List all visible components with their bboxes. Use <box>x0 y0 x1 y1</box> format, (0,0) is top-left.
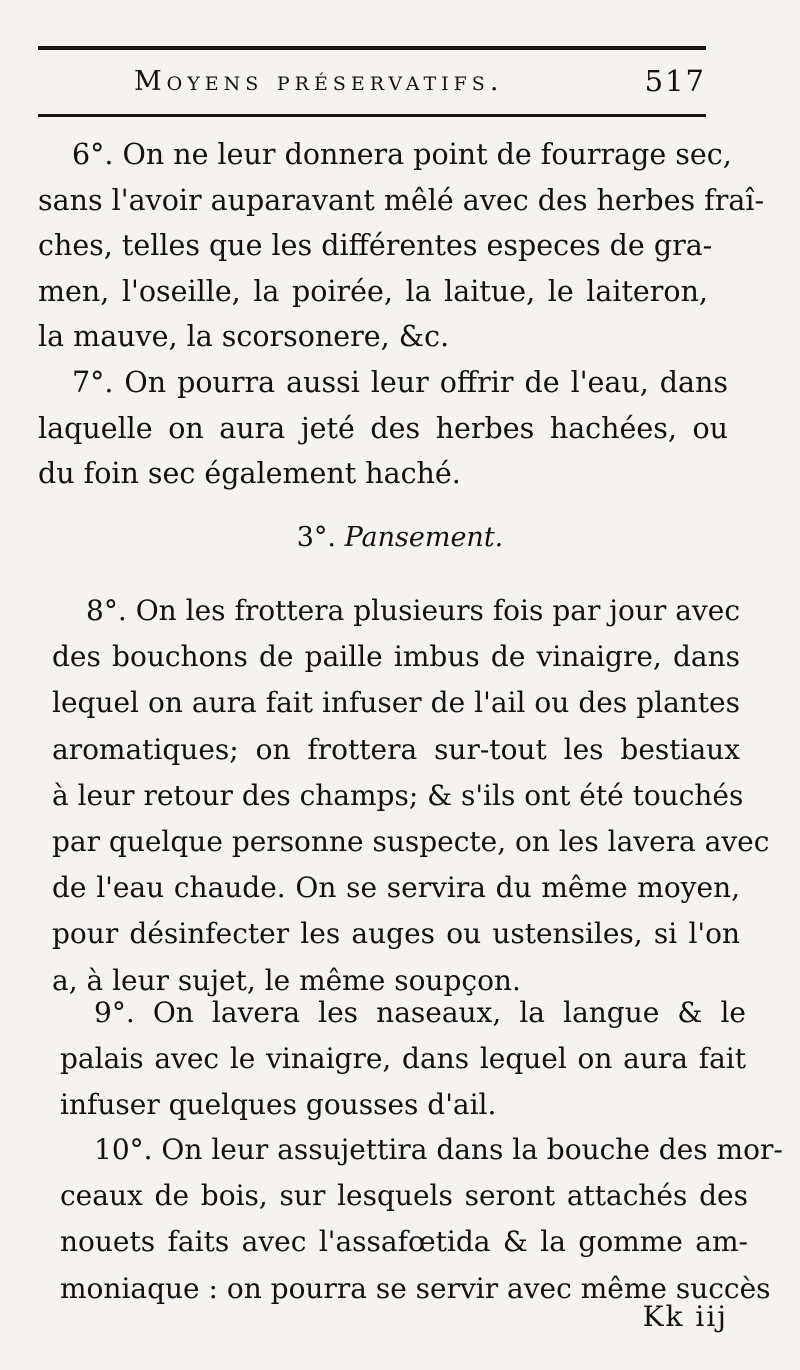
paragraph-7 <box>38 360 728 497</box>
paragraph-8 <box>52 588 770 1004</box>
text-line: 7°. On pourra aussi leur offrir de l'eau, dans <box>72 366 728 399</box>
text-line: nouets faits avec l'assafœtida & la gomme am- <box>60 1225 748 1259</box>
text-line: laquelle on aura jeté des herbes hachées, ou <box>38 411 728 445</box>
text-line: sans l'avoir auparavant mêlé avec des herbes fraî- <box>38 183 765 217</box>
text-line: à leur retour des champs; & s'ils ont été touchés <box>52 778 744 812</box>
text-line: du foin sec également haché. <box>38 457 461 490</box>
section-title: Pansement. <box>344 522 504 553</box>
text-line: aromatiques; on frottera sur-tout les bestiaux <box>52 732 740 766</box>
text-line: pour désinfecter les auges ou ustensiles, si l'on <box>52 917 740 951</box>
section-heading <box>0 522 800 553</box>
paragraph-6 <box>38 132 765 360</box>
header-bottom-rule <box>38 114 706 117</box>
text-line: moniaque : on pourra se servir avec même succès <box>60 1271 771 1305</box>
text-line: lequel on aura fait infuser de l'ail ou des plantes <box>52 686 740 720</box>
header-top-rule <box>38 46 706 50</box>
text-line: des bouchons de paille imbus de vinaigre, dans <box>52 640 740 674</box>
text-line: par quelque personne suspecte, on les lavera avec <box>52 825 770 859</box>
running-header <box>38 62 706 106</box>
text-line: 8°. On les frottera plusieurs fois par jour avec <box>86 594 740 627</box>
text-line: 9°. On lavera les naseaux, la langue & le <box>94 996 746 1029</box>
running-title: Moyens préservatifs. <box>134 66 504 97</box>
text-line: palais avec le vinaigre, dans lequel on aura fait <box>60 1042 746 1076</box>
text-line: 10°. On leur assujettira dans la bouche des mor- <box>94 1133 783 1166</box>
paragraph-9 <box>60 990 746 1129</box>
text-line: ches, telles que les différentes especes de gra- <box>38 229 713 262</box>
paragraph-10 <box>60 1127 783 1312</box>
text-line: infuser quelques gousses d'ail. <box>60 1088 497 1122</box>
text-line: ceaux de bois, sur lesquels seront attachés des <box>60 1179 748 1213</box>
text-line: men, l'oseille, la poirée, la laitue, le laiteron, <box>38 274 708 308</box>
page-number: 517 <box>644 64 706 98</box>
section-number: 3°. <box>296 522 336 553</box>
text-line: de l'eau chaude. On se servira du même moyen, <box>52 871 740 905</box>
signature-mark: Kk iij <box>642 1300 728 1333</box>
text-line: a, à leur sujet, le même soupçon. <box>52 963 521 997</box>
text-line: 6°. On ne leur donnera point de fourrage sec, <box>72 138 732 171</box>
text-line: la mauve, la scorsonere, &c. <box>38 320 450 353</box>
